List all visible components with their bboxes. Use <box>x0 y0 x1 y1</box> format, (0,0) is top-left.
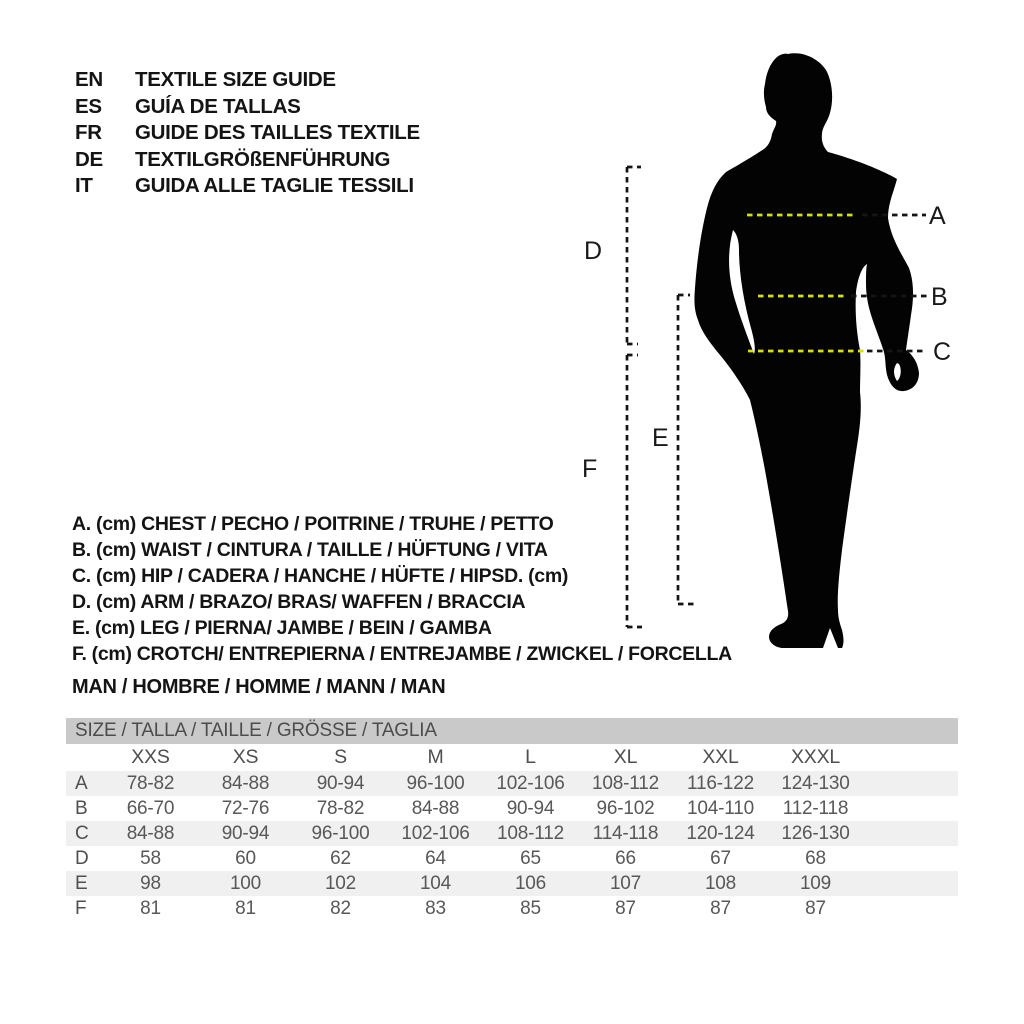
row-label: E <box>75 872 88 894</box>
language-title: GUIDA ALLE TAGLIE TESSILI <box>135 174 414 198</box>
size-value: 60 <box>235 847 256 869</box>
language-code: IT <box>75 174 93 198</box>
size-value: 98 <box>140 872 161 894</box>
leg-point-label: E <box>652 424 669 452</box>
size-value: 90-94 <box>506 797 555 819</box>
size-value: 72-76 <box>221 797 270 819</box>
row-label: A <box>75 772 88 794</box>
language-title: TEXTILGRÖßENFÜHRUNG <box>135 147 391 171</box>
size-value: 107 <box>609 872 642 894</box>
legend-line: D. (cm) ARM / BRAZO/ BRAS/ WAFFEN / BRACCIA <box>72 591 526 614</box>
language-title: GUÍA DE TALLAS <box>135 94 301 118</box>
size-value: 102-106 <box>401 822 470 844</box>
size-value: 120-124 <box>686 822 755 844</box>
size-value: 108-112 <box>592 772 659 794</box>
size-value: 114-118 <box>592 822 659 844</box>
size-value: 85 <box>520 897 541 919</box>
size-value: 108 <box>704 872 737 894</box>
language-code: FR <box>75 121 102 145</box>
size-value: 100 <box>229 872 262 894</box>
language-code: ES <box>75 94 102 118</box>
size-value: 108-112 <box>497 822 564 844</box>
language-title: GUIDE DES TAILLES TEXTILE <box>135 121 420 145</box>
size-value: 126-130 <box>781 822 850 844</box>
size-table-row <box>66 871 958 896</box>
size-table-title: SIZE / TALLA / TAILLE / GRÖSSE / TAGLIA <box>66 718 958 744</box>
size-value: 109 <box>799 872 832 894</box>
size-value: 96-100 <box>311 822 370 844</box>
size-value: 66-70 <box>126 797 175 819</box>
size-column-header: XL <box>613 746 638 768</box>
size-table-row <box>66 771 958 796</box>
language-code: DE <box>75 147 103 171</box>
chest-point-label: A <box>929 202 946 230</box>
size-value: 84-88 <box>221 772 270 794</box>
size-value: 81 <box>235 897 256 919</box>
size-value: 124-130 <box>781 772 850 794</box>
size-value: 102-106 <box>496 772 565 794</box>
size-value: 90-94 <box>221 822 270 844</box>
size-value: 102 <box>324 872 357 894</box>
size-table-row <box>66 821 958 846</box>
size-value: 84-88 <box>411 797 460 819</box>
size-value: 87 <box>710 897 731 919</box>
size-table-column-header-row <box>66 744 958 771</box>
size-value: 112-118 <box>782 797 849 819</box>
size-value: 104-110 <box>687 797 754 819</box>
crotch-point-label: F <box>582 455 598 483</box>
size-value: 116-122 <box>687 772 754 794</box>
size-table <box>66 718 958 921</box>
measurement-legend <box>72 511 732 668</box>
size-value: 90-94 <box>316 772 365 794</box>
size-column-header: XXL <box>702 746 739 768</box>
waist-point-label: B <box>931 283 948 311</box>
size-column-header: S <box>334 746 347 768</box>
size-value: 96-100 <box>406 772 465 794</box>
row-label: C <box>75 822 89 844</box>
hip-point-label: C <box>933 338 952 366</box>
size-value: 106 <box>514 872 547 894</box>
size-value: 87 <box>615 897 636 919</box>
arm-point-label: D <box>584 237 603 265</box>
size-column-header: L <box>525 746 536 768</box>
legend-line: E. (cm) LEG / PIERNA/ JAMBE / BEIN / GAMBA <box>72 617 492 640</box>
size-value: 104 <box>419 872 452 894</box>
legend-line: F. (cm) CROTCH/ ENTREPIERNA / ENTREJAMBE / ZWICKEL / FORCELLA <box>72 643 732 666</box>
size-value: 84-88 <box>126 822 175 844</box>
row-label: F <box>75 897 87 919</box>
size-value: 66 <box>615 847 636 869</box>
arm-measure-bracket <box>627 167 641 344</box>
size-table-row <box>66 846 958 871</box>
legend-line: B. (cm) WAIST / CINTURA / TAILLE / HÜFTUNG / VITA <box>72 539 548 562</box>
size-value: 87 <box>805 897 826 919</box>
legend-line: A. (cm) CHEST / PECHO / POITRINE / TRUHE / PETTO <box>72 513 554 535</box>
size-table-row <box>66 896 958 921</box>
legend-line: C. (cm) HIP / CADERA / HANCHE / HÜFTE / HIPSD. (cm) <box>72 565 569 588</box>
size-table-body <box>66 771 958 921</box>
size-value: 67 <box>710 847 731 869</box>
size-column-header: XXS <box>131 746 170 768</box>
size-value: 64 <box>425 847 446 869</box>
size-value: 83 <box>425 897 446 919</box>
size-value: 65 <box>520 847 541 869</box>
size-value: 81 <box>140 897 161 919</box>
size-value: 96-102 <box>596 797 655 819</box>
size-value: 78-82 <box>126 772 175 794</box>
size-column-header: XXXL <box>790 746 841 768</box>
size-value: 82 <box>330 897 351 919</box>
gender-line: MAN / HOMBRE / HOMME / MANN / MAN <box>72 676 446 698</box>
size-table-row <box>66 796 958 821</box>
size-value: 58 <box>140 847 161 869</box>
row-label: D <box>75 847 89 869</box>
size-value: 62 <box>330 847 351 869</box>
size-value: 68 <box>805 847 826 869</box>
language-title: TEXTILE SIZE GUIDE <box>135 68 336 91</box>
language-code: EN <box>75 68 103 91</box>
size-column-header: M <box>427 746 444 768</box>
row-label: B <box>75 797 88 819</box>
size-value: 78-82 <box>316 797 365 819</box>
size-column-header: XS <box>232 746 259 768</box>
